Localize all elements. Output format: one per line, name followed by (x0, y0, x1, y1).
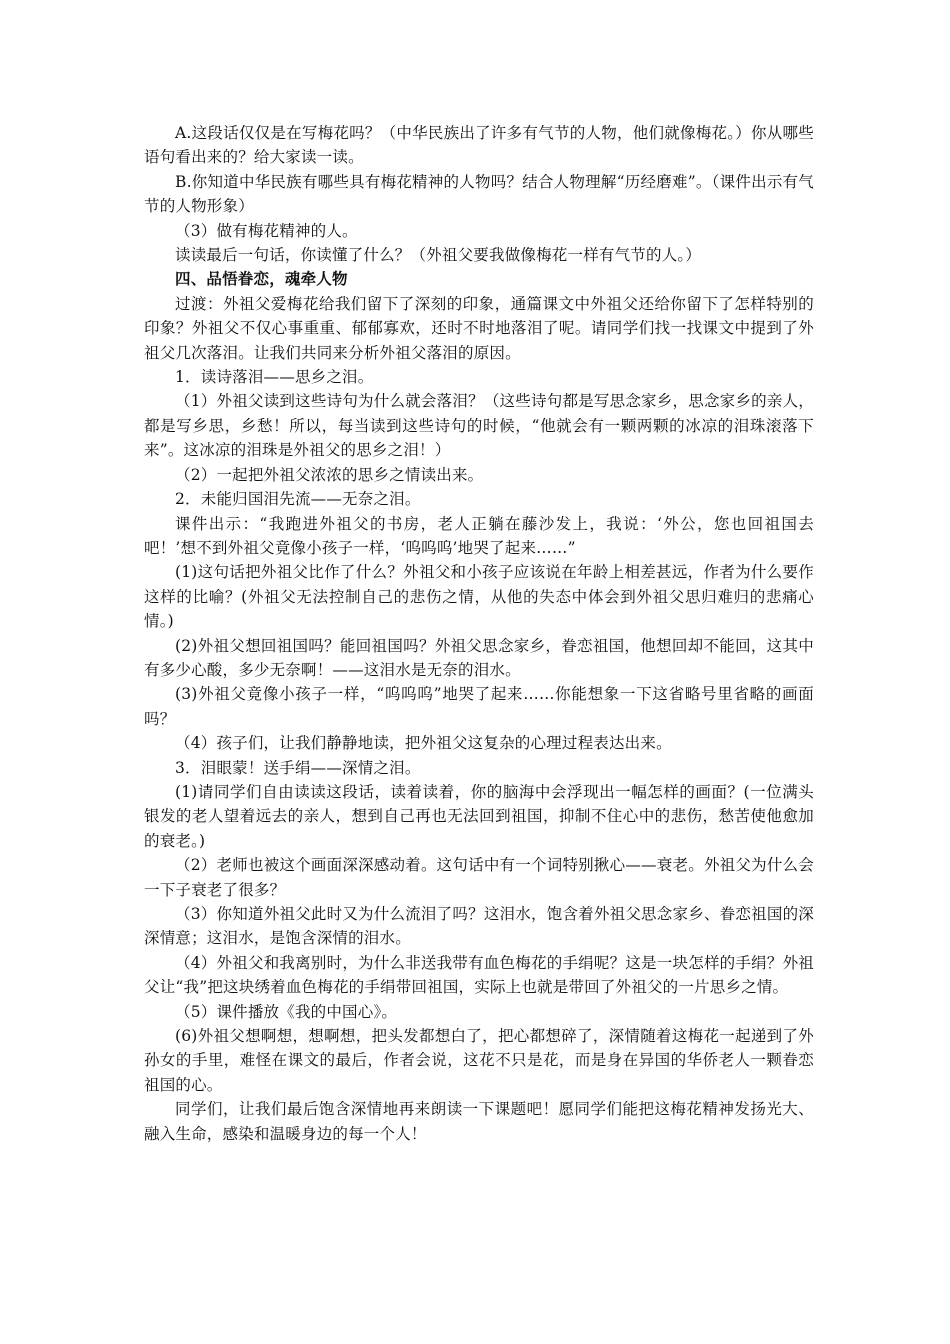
subheading-1: 1．读诗落泪——思乡之泪。 (175, 368, 374, 387)
paragraph-transition: 过渡：外祖父爱梅花给我们留下了深刻的印象，通篇课文中外祖父还给你留下了怎样特别的印象？外祖父不仅心事重重、郁郁寡欢，还时不时地落泪了呢。请同学们找一找课文中提到了外祖父几次落泪。让我们共同来分析外祖父落泪的原因。 (144, 294, 814, 362)
paragraph-3-3: （3）你知道外祖父此时又为什么流泪了吗？这泪水，饱含着外祖父思念家乡、眷恋祖国的深深情意；这泪水，是饱含深情的泪水。 (144, 905, 814, 948)
paragraph-step-3: （3）做有梅花精神的人。 (175, 221, 358, 240)
paragraph-last-sentence: 读读最后一句话，你读懂了什么？（外祖父要我做像梅花一样有气节的人。） (175, 246, 702, 265)
subheading-3: 3．泪眼蒙！送手绢——深情之泪。 (175, 758, 421, 777)
section-heading-4: 四、品悟眷恋，魂牵人物 (175, 269, 348, 289)
paragraph-3-6: (6)外祖父想啊想，想啊想，把头发都想白了，把心都想碎了，深情随着这梅花一起递到了外孙女的手里，难怪在课文的最后，作者会说，这花不只是花，而是身在异国的华侨老人一颗眷恋祖国的心。 (144, 1027, 814, 1094)
paragraph-3-5: （5）课件播放《我的中国心》。 (175, 1002, 398, 1021)
paragraph-1-1: （1）外祖父读到这些诗句为什么就会落泪？（这些诗句都是写思念家乡，思念家乡的亲人，都是写乡思，乡愁！所以，每当读到这些诗句的时候，“他就会有一颗两颗的冰凉的泪珠滚落下来”。这冰凉的泪珠是外祖父的思乡之泪！） (144, 392, 814, 460)
paragraph-2-2: (2)外祖父想回祖国吗？能回祖国吗？外祖父思念家乡，眷恋祖国，他想回却不能回，这其中有多少心酸，多少无奈啊！——这泪水是无奈的泪水。 (144, 636, 814, 679)
paragraph-1-2: （2）一起把外祖父浓浓的思乡之情读出来。 (175, 465, 484, 484)
paragraph-3-1: (1)请同学们自由读读这段话，读着读着，你的脑海中会浮现出一幅怎样的画面？(一位满头银发的老人望着远去的亲人，想到自己再也无法回到祖国，抑制不住心中的悲伤，愁苦使他愈加的衰老。) (144, 782, 814, 850)
paragraph-2-3: (3)外祖父竟像小孩子一样，“呜呜呜”地哭了起来……你能想象一下这省略号里省略的画面吗？ (144, 685, 814, 728)
paragraph-2-4: （4）孩子们，让我们静静地读，把外祖父这复杂的心理过程表达出来。 (175, 734, 672, 753)
paragraph-2-1: (1)这句话把外祖父比作了什么？外祖父和小孩子应该说在年龄上相差甚远，作者为什么要作这样的比喻？(外祖父无法控制自己的悲伤之情，从他的失态中体会到外祖父思归难归的悲痛心情。) (144, 563, 814, 631)
paragraph-question-a: A.这段话仅仅是在写梅花吗？（中华民族出了许多有气节的人物，他们就像梅花。）你从哪些语句看出来的？给大家读一读。 (144, 124, 814, 167)
paragraph-courseware-quote: 课件出示：“我跑进外祖父的书房，老人正躺在藤沙发上，我说：‘外公，您也回祖国去吧！’想不到外祖父竟像小孩子一样，‘呜呜呜’地哭了起来……” (144, 514, 814, 557)
subheading-2: 2．未能归国泪先流——无奈之泪。 (175, 490, 421, 509)
document-body (144, 121, 814, 1146)
paragraph-question-b: B.你知道中华民族有哪些具有梅花精神的人物吗？结合人物理解“历经磨难”。（课件出示有气节的人物形象） (144, 172, 814, 216)
paragraph-closing: 同学们，让我们最后饱含深情地再来朗读一下课题吧！愿同学们能把这梅花精神发扬光大、融入生命，感染和温暖身边的每一个人！ (144, 1100, 814, 1143)
paragraph-3-2: （2）老师也被这个画面深深感动着。这句话中有一个词特别揪心——衰老。外祖父为什么会一下子衰老了很多？ (144, 856, 814, 899)
paragraph-3-4: （4）外祖父和我离别时，为什么非送我带有血色梅花的手绢呢？这是一块怎样的手绢？外祖父让“我”把这块绣着血色梅花的手绢带回祖国，实际上也就是带回了外祖父的一片思乡之情。 (144, 953, 814, 997)
